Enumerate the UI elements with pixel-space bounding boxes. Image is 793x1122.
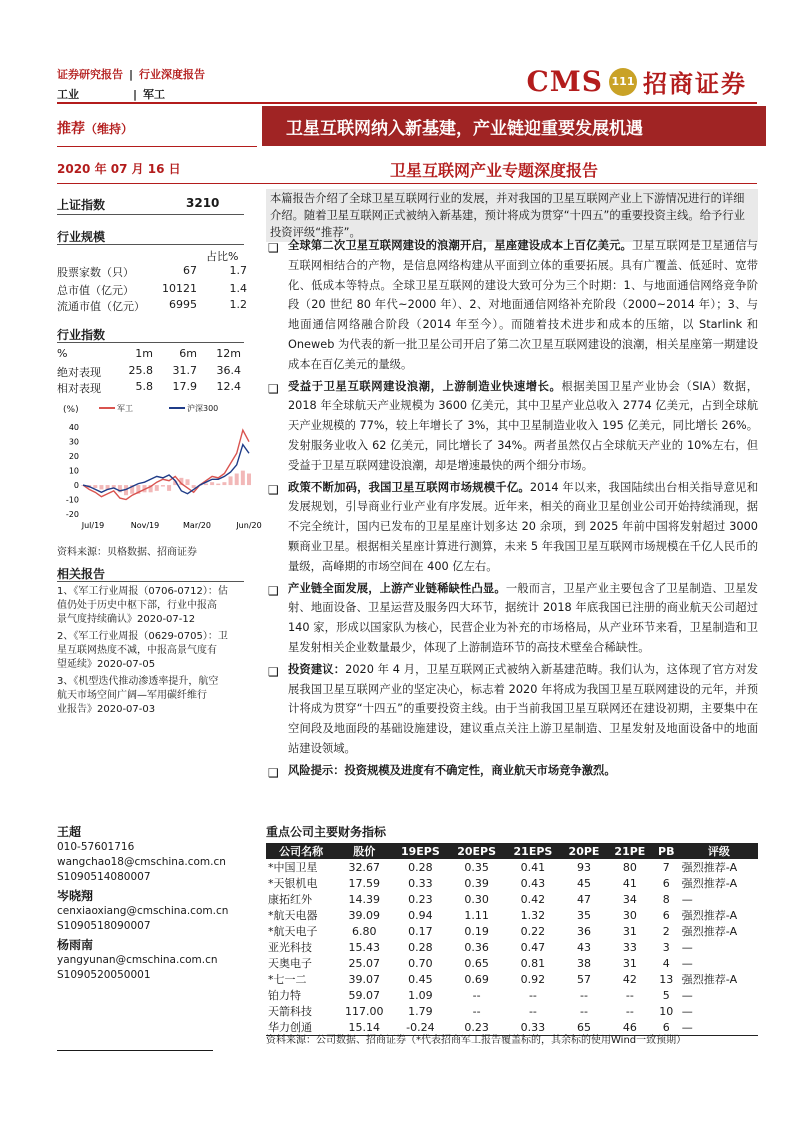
analyst-id: S1090518090007: [57, 920, 151, 932]
x-tick-label: Nov/19: [130, 521, 160, 530]
report-summary: 本篇报告介绍了全球卫星互联网行业的发展，并对我国的卫星互联网产业上下游情况进行的详细介绍。随着卫星互联网正式被纳入新基建，预计将成为贯穿“十四五”的重要投资主线。给予行业投资评级“推荐”。: [266, 189, 758, 242]
table-cell: 0.23: [408, 892, 433, 906]
related-report-link[interactable]: 1、《军工行业周报（0706-0712）：估 值仍处于历史中枢下部，行业中报高 景气度持续确认》2020-07-12: [57, 586, 228, 625]
y-tick-label: -20: [65, 510, 79, 519]
relative-bar: [247, 474, 251, 486]
table-row: [266, 875, 758, 891]
table-header-row: [266, 843, 758, 859]
y-tick-label: 0: [73, 481, 79, 491]
table-cell: 33: [622, 940, 637, 954]
table-cell: 强烈推荐-A: [681, 861, 738, 874]
table-cell: 3: [662, 940, 670, 954]
table-cell: 10: [659, 1004, 674, 1018]
table-cell: 17.59: [348, 876, 381, 890]
table-cell: 39.07: [348, 972, 381, 986]
table-cell: 0.33: [408, 876, 433, 890]
perf-value: 31.7: [172, 364, 197, 377]
table-cell: 8: [662, 892, 670, 906]
company-name-cell: 天奥电子: [268, 957, 312, 970]
table-cell: 57: [577, 972, 591, 986]
table-cell: -0.24: [392, 1019, 448, 1036]
scale-row-pct: 1.4: [229, 282, 247, 295]
rating-divider: [57, 146, 257, 147]
company-name-cell: 天箭科技: [268, 1005, 312, 1018]
relative-bar: [210, 482, 214, 485]
table-cell: 1.32: [520, 908, 546, 922]
y-tick-label: -10: [65, 495, 79, 505]
company-name-cell: *中国卫星: [268, 861, 318, 874]
table-cell: 强烈推荐-A: [681, 925, 738, 938]
y-tick-label: 10: [68, 466, 79, 476]
table-header-cell: PB: [653, 843, 680, 859]
industry-line: 工业 | 军工: [57, 88, 166, 101]
table-cell: 59.07: [348, 988, 381, 1002]
perf-col: 1m: [135, 347, 153, 360]
key-point: ❑ 政策不断加码，我国卫星互联网市场规模千亿。2014 年以来，我国陆续出台相关指导意见和发展规划，引导商业行业产业有序发展。近年来，相关的商业卫星创业公司开始持续涌现，据不完全统计，国内已发布的卫星星座计划多达 20 余项，到 2025 年前中国将发射超过 3000 颗商业卫星。根据相关星座计算进行测算，未来 5 年我国卫星互联网市场规模在千亿人民币的量级，高峰期的市场空间在 400 亿左右。: [268, 480, 758, 573]
related-report-link[interactable]: 3、《机型迭代推动渗透率提升，航空 航天市场空间广阔—军用碳纤维行 业报告》2020-07-03: [57, 676, 219, 715]
perf-row: [57, 380, 247, 396]
table-cell: 0.81: [520, 956, 546, 970]
perf-title: 行业指数: [57, 328, 106, 342]
logo-text-cn: 招商证券: [643, 70, 747, 98]
key-point: ❑ 产业链全面发展，上游产业链稀缺性凸显。一般而言，卫星产业主要包含了卫星制造、卫星发射、地面设备、卫星运营及服务四大环节，据统计 2018 年底我国已注册的商业航天公司超过 140 家，形成以国家队为核心，民营企业为补充的市场格局，从产业环节来看，卫星制造和卫星发射相关企业数量最少，体现了上游制造环节的高技术壁垒合稀缺性。: [268, 581, 758, 654]
table-cell: —: [681, 956, 693, 970]
legend-label: 军工: [117, 404, 133, 413]
chart-y-label: (%): [63, 405, 79, 415]
table-header-cell: 股价: [336, 843, 392, 859]
analyst-list: [57, 825, 252, 983]
company-name-cell: *天银机电: [268, 877, 318, 890]
table-cell: 34: [622, 892, 637, 906]
table-cell: 0.33: [505, 1019, 561, 1036]
table-cell: 5: [662, 988, 670, 1002]
table-header-cell: 21PE: [607, 843, 653, 859]
related-list: [57, 585, 252, 717]
table-cell: 0.42: [520, 892, 546, 906]
table-row: [266, 971, 758, 987]
company-name-cell: *七一二: [268, 973, 307, 986]
table-row: [266, 891, 758, 907]
table-cell: 41: [622, 876, 637, 890]
relative-bar: [161, 485, 165, 486]
checkbox-icon: ❑: [268, 381, 279, 396]
table-cell: 0.22: [520, 924, 546, 938]
relative-bar: [241, 471, 245, 485]
perf-row: [57, 364, 247, 380]
table-cell: 0.65: [464, 956, 489, 970]
relative-bar: [167, 485, 171, 491]
x-tick-label: Jun/20: [236, 521, 262, 530]
perf-row-label: 绝对表现: [57, 366, 101, 379]
relative-bar: [229, 476, 233, 485]
key-point: ❑ 受益于卫星互联网建设浪潮，上游制造业快速增长。根据美国卫星产业协会（SIA）数据，2018 年全球航天产业规模为 3600 亿美元，其中卫星产业总收入 2774 亿美元，占到全球航天产业规模的 77%，较上年增长了 3%，其中卫星制造业收入 195 亿美元，同比增长 26%。发射服务业收入 62 亿美元，同比增长了 34%。两者虽然仅占全球航天产业的 10%左右，但受益于卫星互联网建设浪潮，却是增速最快的两个细分市场。: [268, 379, 758, 472]
relative-bar: [192, 485, 196, 488]
key-point: ❑ 全球第二次卫星互联网建设的浪潮开启，星座建设成本上百亿美元。卫星互联网是卫星通信与互联网相结合的产物，是信息网络构建从平面到立体的重要拓展。具有广覆盖、低延时、宽带化、低成本等特点。全球卫星互联网的建设大致可分为三个时期：1、与地面通信网络竞争阶段（20 世纪 80 年代~2000 年）、2、对地面通信网络补充阶段（2000~2014 年）；3、与地面通信网络融合阶段（2014 年至今）。而随着技术进步和成本的压缩，以 Starlink 和 Oneweb 为代表的新一批卫星公司开启了第二次卫星互联网建设的浪潮，相关星座第一期建设成本在百亿美元的量级。: [268, 239, 758, 371]
table-cell: --: [580, 988, 588, 1002]
key-point: ❑ 投资建议：2020 年 4 月，卫星互联网正式被纳入新基建范畴。我们认为，这体现了官方对发展我国卫星互联网产业的坚定决心，标志着 2020 年将成为我国卫星互联网建设的元年，并预计将成为贯穿“十四五”的重要投资主线。由于当前我国卫星互联网还在建设初期，主要集中在空间段及地面段的基础设施建设，建议重点关注上游卫星制造、卫星发射及地面设备中的地面站建设领域。: [268, 662, 758, 755]
key-points: [266, 236, 758, 783]
table-cell: 38: [577, 956, 591, 970]
table-cell: 强烈推荐-A: [681, 973, 738, 986]
company-name-cell: 亚光科技: [268, 941, 312, 954]
scale-row: [57, 282, 247, 298]
table-cell: 15.43: [348, 940, 381, 954]
table-header-cell: 21EPS: [505, 843, 561, 859]
table-cell: 4: [662, 956, 670, 970]
scale-title: 行业规模: [57, 230, 106, 244]
table-cell: 36: [577, 924, 591, 938]
company-name-cell: 华力创通: [266, 1019, 336, 1036]
y-tick-label: 40: [68, 423, 79, 433]
table-cell: 93: [577, 860, 591, 874]
relative-bar: [222, 482, 226, 485]
table-cell: 47: [577, 892, 591, 906]
performance-chart: [57, 400, 262, 534]
analyst-email[interactable]: yangyunan@cmschina.com.cn: [57, 954, 218, 966]
sidebar-rule: [57, 244, 244, 245]
table-cell: 32.67: [348, 860, 381, 874]
analyst-name: 王超: [57, 825, 82, 839]
logo-text-en: CMS: [526, 65, 603, 98]
table-header-cell: 20EPS: [449, 843, 505, 859]
table-cell: 13: [659, 972, 674, 986]
table-cell: 39.09: [348, 908, 381, 922]
relative-bar: [99, 485, 103, 489]
perf-value: 36.4: [216, 364, 241, 377]
analyst-id: S1090514080007: [57, 871, 151, 883]
checkbox-icon: ❑: [268, 583, 279, 598]
scale-row-pct: 1.7: [229, 264, 247, 277]
table-cell: —: [681, 940, 693, 954]
table-cell: 强烈推荐-A: [681, 877, 738, 890]
key-point: ❑ 风险提示：投资规模及进度有不确定性，商业航天市场竞争激烈。: [266, 761, 758, 781]
table-cell: 0.69: [464, 972, 489, 986]
report-subtype: 行业深度报告: [139, 68, 206, 81]
table-cell: 42: [622, 972, 637, 986]
scale-row-value: 67: [183, 264, 197, 277]
y-tick-label: 20: [68, 452, 79, 462]
table-cell: 0.92: [520, 972, 546, 986]
table-cell: 6: [662, 908, 670, 922]
perf-header-row: [57, 347, 247, 363]
table-row: [266, 907, 758, 923]
company-name-cell: 康拓红外: [268, 893, 312, 906]
scale-row-label: 股票家数（只）: [57, 266, 134, 279]
table-cell: 0.19: [464, 924, 489, 938]
table-cell: --: [528, 988, 537, 1002]
table-cell: 0.70: [408, 956, 433, 970]
analyst-name: 杨雨南: [57, 938, 94, 952]
table-cell: --: [528, 1004, 537, 1018]
table-cell: --: [625, 1004, 634, 1018]
scale-row-label: 流通市值（亿元）: [57, 300, 145, 313]
analyst-name: 岑晓翔: [57, 889, 94, 903]
table-cell: --: [472, 1004, 481, 1018]
rating-note: （维持）: [85, 122, 134, 136]
table-cell: 0.28: [408, 860, 433, 874]
sidebar-rule: [57, 342, 244, 343]
report-type: 证券研究报告: [57, 68, 123, 81]
table-cell: 31: [622, 956, 637, 970]
relative-bar: [186, 479, 190, 485]
table-cell: 80: [622, 860, 637, 874]
related-report-link[interactable]: 2、《军工行业周报（0629-0705）：卫 星互联网热度不减，中报高景气度有 望延续》2020-07-05: [57, 631, 228, 670]
perf-value: 25.8: [128, 364, 153, 377]
table-cell: 65: [561, 1019, 607, 1036]
table-row: [266, 1003, 758, 1019]
analyst-phone: 010-57601716: [57, 841, 135, 853]
table-cell: 0.43: [520, 876, 546, 890]
analyst-email[interactable]: cenxiaoxiang@cmschina.com.cn: [57, 905, 229, 917]
table-header-cell: 公司名称: [266, 843, 336, 859]
table-cell: 6.80: [352, 924, 377, 938]
table-cell: —: [680, 1019, 758, 1036]
table-cell: 0.17: [408, 924, 433, 938]
table-cell: 0.23: [449, 1019, 505, 1036]
analyst-id: S1090520050001: [57, 969, 151, 981]
legend-label: 沪深300: [187, 404, 219, 413]
analyst-email[interactable]: wangchao18@cmschina.com.cn: [57, 856, 226, 868]
scale-row-value: 6995: [169, 298, 197, 311]
table-source: 资料来源：公司数据、招商证券（*代表招商军工报告覆盖标的，其余标的使用Wind一致预期）: [266, 1035, 687, 1046]
footer-rule: [57, 1050, 213, 1051]
index-label: 上证指数: [57, 198, 106, 212]
perf-value: 12.4: [216, 380, 241, 393]
report-date: 2020 年 07 月 16 日: [57, 162, 181, 176]
rating: [57, 118, 133, 138]
sidebar-rule: [57, 581, 244, 582]
checkbox-icon: ❑: [268, 482, 279, 497]
table-title: 重点公司主要财务指标: [266, 825, 387, 839]
rating-label: 推荐: [57, 121, 85, 137]
financial-table: [266, 843, 758, 1036]
table-cell: 0.35: [464, 860, 489, 874]
perf-value: 17.9: [172, 380, 197, 393]
checkbox-icon: ❑: [268, 765, 279, 780]
table-cell: 46: [607, 1019, 653, 1036]
table-cell: 0.47: [520, 940, 546, 954]
report-subtitle: 卫星互联网产业专题深度报告: [390, 161, 599, 180]
relative-bar: [93, 485, 97, 488]
table-cell: 43: [577, 940, 591, 954]
relative-bar: [155, 485, 159, 491]
table-cell: 0.39: [464, 876, 489, 890]
table-row: [266, 939, 758, 955]
table-cell: —: [681, 892, 693, 906]
company-name-cell: *航天电子: [268, 925, 318, 938]
table-cell: 0.28: [408, 940, 433, 954]
table-cell: 117.00: [345, 1004, 384, 1018]
table-cell: —: [681, 1004, 693, 1018]
perf-col: 6m: [179, 347, 197, 360]
related-title: 相关报告: [57, 567, 106, 581]
logo-badge-icon: 111: [609, 68, 637, 96]
table-cell: 6: [662, 876, 670, 890]
relative-bar: [235, 474, 239, 486]
scale-row: [57, 298, 247, 314]
table-cell: 0.41: [520, 860, 546, 874]
scale-col-header: 占比%: [206, 250, 239, 263]
table-cell: 25.07: [348, 956, 381, 970]
table-header-cell: 20PE: [561, 843, 607, 859]
table-cell: --: [580, 1004, 588, 1018]
checkbox-icon: ❑: [268, 664, 279, 679]
table-cell: 2: [662, 924, 670, 938]
company-name-cell: 铂力特: [268, 989, 301, 1002]
table-cell: 30: [622, 908, 637, 922]
x-tick-label: Jul/19: [81, 521, 105, 530]
table-row: [266, 955, 758, 971]
table-cell: 45: [577, 876, 591, 890]
table-cell: 14.39: [348, 892, 381, 906]
header-divider: [57, 102, 757, 104]
checkbox-icon: ❑: [268, 241, 279, 255]
table-cell: 31: [622, 924, 637, 938]
table-cell: 15.14: [336, 1019, 392, 1036]
table-cell: 1.11: [464, 908, 489, 922]
scale-row-pct: 1.2: [229, 298, 247, 311]
report-title: 卫星互联网纳入新基建，产业链迎重要发展机遇: [262, 106, 766, 146]
table-cell: --: [472, 988, 481, 1002]
table-cell: —: [681, 988, 693, 1002]
table-row: [266, 923, 758, 939]
table-cell: 0.30: [464, 892, 489, 906]
table-cell: 0.45: [408, 972, 433, 986]
table-header-cell: 19EPS: [392, 843, 448, 859]
table-cell: 6: [653, 1019, 680, 1036]
table-row: [266, 987, 758, 1003]
table-cell: 1.09: [408, 988, 433, 1002]
table-cell: 0.36: [464, 940, 489, 954]
table-row: [266, 859, 758, 875]
company-name-cell: *航天电器: [268, 909, 318, 922]
scale-row-label: 总市值（亿元）: [57, 284, 134, 297]
x-tick-label: Mar/20: [183, 521, 211, 530]
perf-unit: %: [57, 347, 68, 360]
perf-col: 12m: [216, 347, 241, 360]
scale-row: [57, 264, 247, 280]
company-logo: [527, 64, 748, 99]
table-cell: 1.79: [408, 1004, 433, 1018]
table-cell: 强烈推荐-A: [681, 909, 738, 922]
perf-value: 5.8: [135, 380, 153, 393]
industry: 工业: [57, 88, 79, 101]
relative-bar: [216, 484, 220, 485]
subtitle-divider: [57, 183, 757, 184]
report-type-line: 证券研究报告 | 行业深度报告: [57, 68, 206, 81]
chart-source: 资料来源：贝格数据、招商证券: [57, 547, 197, 558]
table-cell: --: [625, 988, 634, 1002]
y-tick-label: 30: [68, 437, 79, 447]
relative-bar: [204, 484, 208, 485]
table-cell: 0.94: [408, 908, 433, 922]
sub-industry: 军工: [143, 88, 166, 101]
sidebar-rule: [57, 214, 244, 215]
index-value: 3210: [186, 196, 220, 210]
table-cell: 35: [577, 908, 591, 922]
table-cell: 7: [662, 860, 670, 874]
table-header-cell: 评级: [680, 843, 758, 859]
scale-row-value: 10121: [162, 282, 197, 295]
perf-row-label: 相对表现: [57, 382, 101, 395]
